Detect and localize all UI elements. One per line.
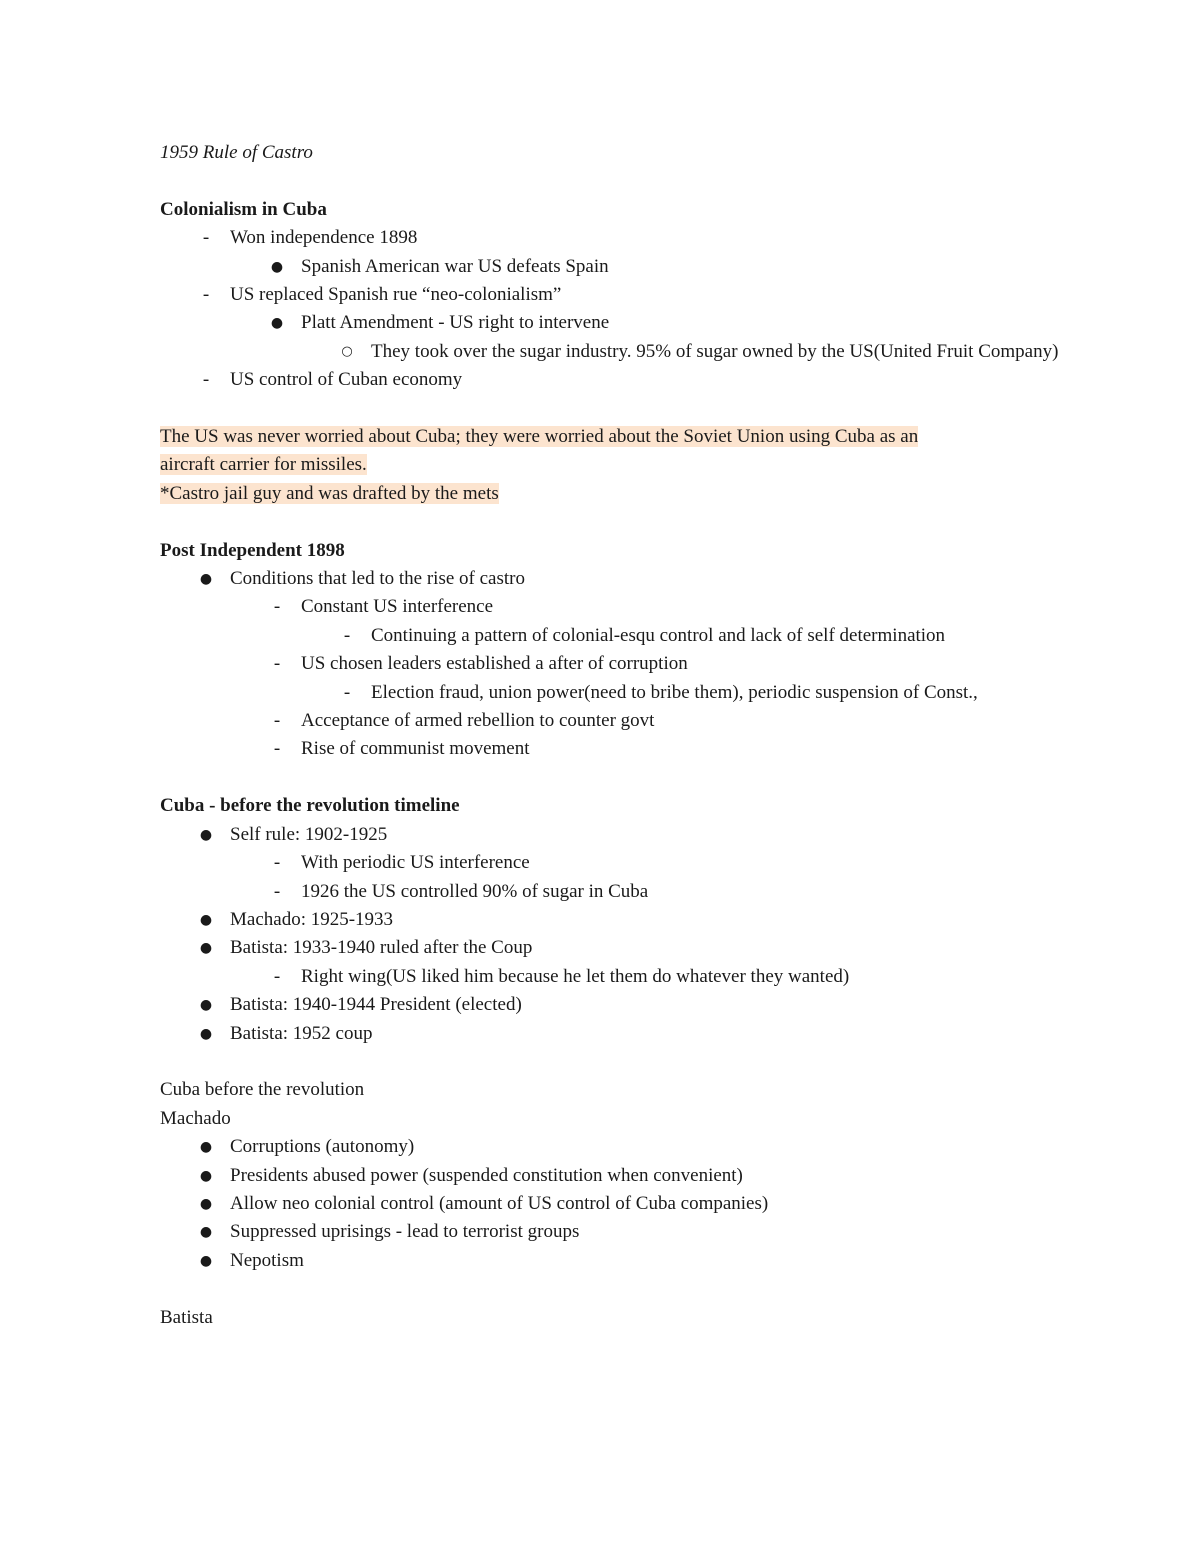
note-line xyxy=(160,480,1060,508)
subheading-machado: Machado xyxy=(160,1107,231,1129)
list-item-text: Batista: 1940-1944 President (elected) xyxy=(230,994,522,1016)
list-item xyxy=(270,253,1060,281)
list-item xyxy=(273,735,1060,763)
list-item xyxy=(341,338,1061,366)
dash-marker: - xyxy=(202,227,210,249)
bullet-marker: ● xyxy=(199,1167,213,1184)
list-item xyxy=(199,906,1060,934)
section-heading-colonialism: Colonialism in Cuba xyxy=(160,198,327,220)
list-item xyxy=(273,878,1060,906)
list-item xyxy=(273,593,1060,621)
spacer xyxy=(160,167,1060,195)
list-item-text: Spanish American war US defeats Spain xyxy=(301,255,609,277)
bullet-marker: ● xyxy=(199,571,213,588)
dash-marker: - xyxy=(273,596,281,618)
spacer xyxy=(160,1048,1060,1076)
bullet-marker: ● xyxy=(199,1252,213,1269)
list-item xyxy=(273,707,1060,735)
list-item-text: 1926 the US controlled 90% of sugar in Cuba xyxy=(301,880,649,902)
list-item-text: Corruptions (autonomy) xyxy=(230,1136,415,1158)
bullet-marker: ● xyxy=(199,997,213,1014)
spacer xyxy=(160,508,1060,536)
list-item-text: US control of Cuban economy xyxy=(230,369,463,391)
highlighted-note-text: The US was never worried about Cuba; they were worried about the Soviet Union using Cuba as an xyxy=(160,426,919,448)
dash-marker: - xyxy=(273,738,281,760)
list-item-text: Election fraud, union power(need to bribe them), periodic suspension of Const., xyxy=(371,681,978,703)
list-item-text: Batista: 1952 coup xyxy=(230,1022,373,1044)
list-item xyxy=(343,679,1011,707)
list-item-text: Batista: 1933-1940 ruled after the Coup xyxy=(230,937,533,959)
list-item xyxy=(270,309,1060,337)
section-heading-timeline: Cuba - before the revolution timeline xyxy=(160,795,460,817)
list-item xyxy=(273,963,1060,991)
list-item-text: With periodic US interference xyxy=(301,852,530,874)
dash-marker: - xyxy=(202,284,210,306)
list-item-text: Rise of communist movement xyxy=(301,738,530,760)
dash-marker: - xyxy=(273,880,281,902)
list-item xyxy=(202,281,1060,309)
dash-marker: - xyxy=(202,369,210,391)
list-item xyxy=(273,849,1060,877)
list-item xyxy=(199,991,1060,1019)
list-item-text: US replaced Spanish rue “neo-colonialism” xyxy=(230,284,562,306)
bullet-marker: ● xyxy=(199,940,213,957)
list-item-text: Acceptance of armed rebellion to counter govt xyxy=(301,710,655,732)
list-item xyxy=(202,224,1060,252)
bullet-marker: ● xyxy=(199,1139,213,1156)
list-item xyxy=(199,821,1060,849)
bullet-marker: ● xyxy=(199,826,213,843)
list-item-text: Suppressed uprisings - lead to terrorist groups xyxy=(230,1221,580,1243)
list-item-text: They took over the sugar industry. 95% of sugar owned by the US(United Fruit Company) xyxy=(371,340,1059,362)
list-item xyxy=(199,1247,1060,1275)
document-page xyxy=(160,139,1060,1332)
list-item-text: Allow neo colonial control (amount of US control of Cuba companies) xyxy=(230,1192,769,1214)
circle-marker: ○ xyxy=(341,343,353,359)
note-line xyxy=(160,451,1060,479)
list-item-text: Right wing(US liked him because he let them do whatever they wanted) xyxy=(301,965,850,987)
list-item-text: Nepotism xyxy=(230,1249,304,1271)
dash-marker: - xyxy=(273,653,281,675)
dash-marker: - xyxy=(273,852,281,874)
list-item xyxy=(343,622,1060,650)
bullet-marker: ● xyxy=(270,315,284,332)
bullet-marker: ● xyxy=(270,258,284,275)
list-item xyxy=(199,1020,1060,1048)
subheading-batista: Batista xyxy=(160,1306,213,1328)
bullet-marker: ● xyxy=(199,1224,213,1241)
dash-marker: - xyxy=(343,624,351,646)
section-heading-post-independent: Post Independent 1898 xyxy=(160,539,345,561)
list-item xyxy=(199,1190,1060,1218)
list-item-text: Presidents abused power (suspended constitution when convenient) xyxy=(230,1164,743,1186)
bullet-marker: ● xyxy=(199,1195,213,1212)
spacer xyxy=(160,1275,1060,1303)
list-item xyxy=(273,650,1060,678)
list-item xyxy=(199,934,1060,962)
document-title: 1959 Rule of Castro xyxy=(160,142,313,163)
dash-marker: - xyxy=(343,681,351,703)
bullet-marker: ● xyxy=(199,911,213,928)
list-item xyxy=(199,1218,1060,1246)
highlighted-note-text: *Castro jail guy and was drafted by the mets xyxy=(160,482,499,504)
dash-marker: - xyxy=(273,710,281,732)
list-item-text: Constant US interference xyxy=(301,596,494,618)
dash-marker: - xyxy=(273,965,281,987)
list-item-text: Platt Amendment - US right to intervene xyxy=(301,312,610,334)
highlighted-note-text: aircraft carrier for missiles. xyxy=(160,454,367,476)
list-item xyxy=(202,366,1060,394)
list-item xyxy=(199,1162,1060,1190)
list-item-text: Machado: 1925-1933 xyxy=(230,908,394,930)
list-item-text: Self rule: 1902-1925 xyxy=(230,823,388,845)
note-line xyxy=(160,423,1060,451)
bullet-marker: ● xyxy=(199,1025,213,1042)
list-item-text: Continuing a pattern of colonial-esqu control and lack of self determination xyxy=(371,624,946,646)
list-item-text: Conditions that led to the rise of castro xyxy=(230,568,525,590)
section-heading-before-revolution: Cuba before the revolution xyxy=(160,1079,365,1101)
spacer xyxy=(160,764,1060,792)
list-item-text: Won independence 1898 xyxy=(230,227,418,249)
list-item xyxy=(199,1133,1060,1161)
spacer xyxy=(160,395,1060,423)
list-item xyxy=(199,565,1060,593)
list-item-text: US chosen leaders established a after of corruption xyxy=(301,653,688,675)
